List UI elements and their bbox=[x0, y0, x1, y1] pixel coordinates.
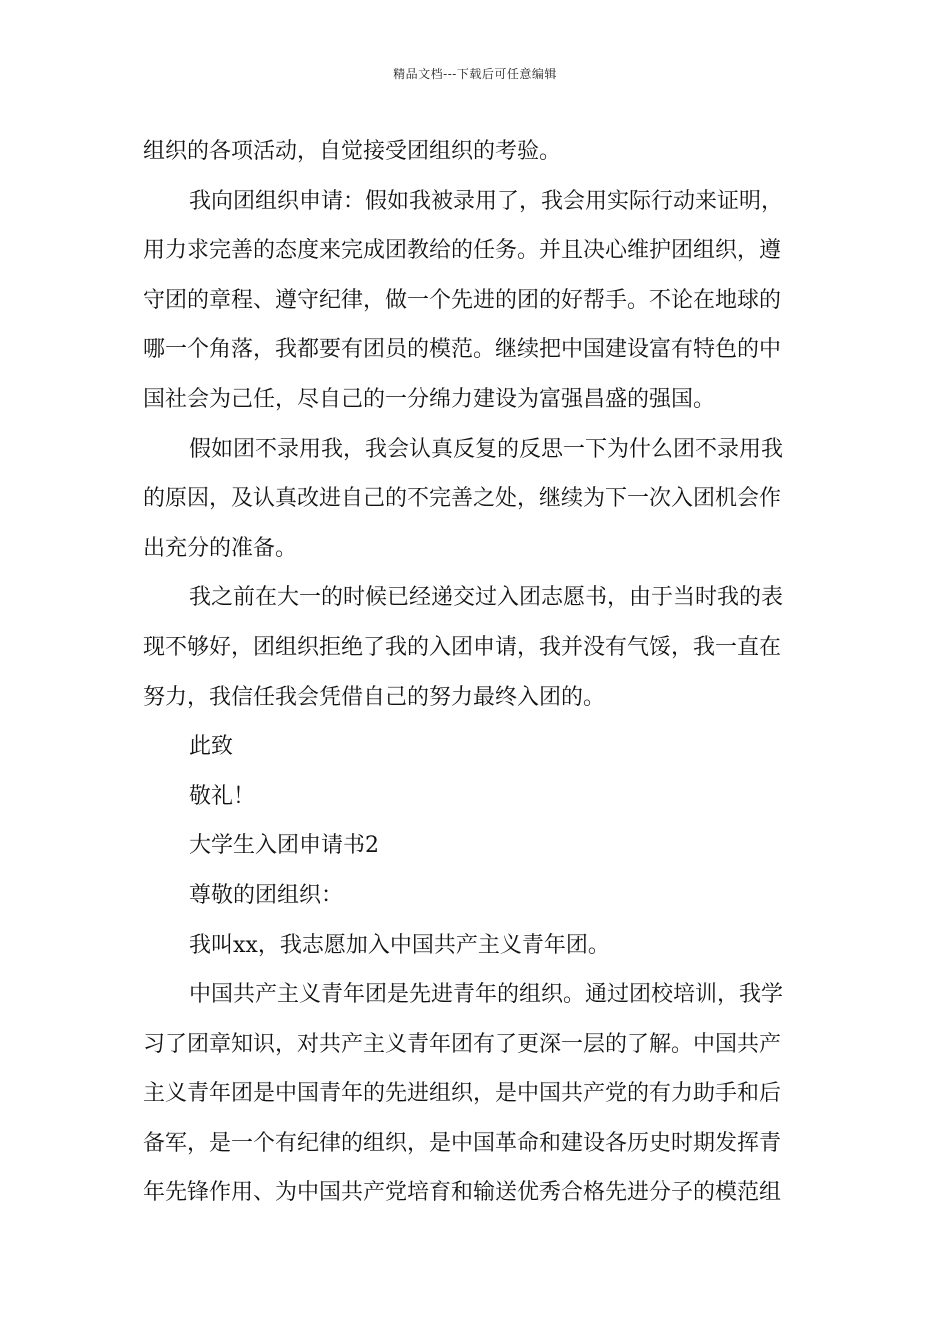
text-line: 我向团组织申请：假如我被录用了，我会用实际行动来证明， bbox=[189, 188, 784, 214]
closing-regards: 敬礼！ bbox=[189, 783, 256, 809]
text-line: 年先锋作用、为中国共产党培育和输送优秀合格先进分子的模范组 bbox=[143, 1180, 782, 1206]
page-header: 精品文档---下载后可任意编辑 bbox=[393, 67, 557, 81]
text-line: 假如团不录用我，我会认真反复的反思一下为什么团不录用我 bbox=[189, 436, 784, 462]
text-line: 哪一个角落，我都要有团员的模范。继续把中国建设富有特色的中 bbox=[143, 337, 782, 363]
text-line: 守团的章程、遵守纪律，做一个先进的团的好帮手。不论在地球的 bbox=[143, 287, 782, 313]
text-line: 备军，是一个有纪律的组织，是中国革命和建设各历史时期发挥青 bbox=[143, 1130, 782, 1156]
letter-greeting: 尊敬的团组织： bbox=[189, 882, 344, 908]
section-title: 大学生入团申请书2 bbox=[189, 833, 379, 859]
text-line: 我叫xx，我志愿加入中国共产主义青年团。 bbox=[189, 932, 610, 958]
text-line: 现不够好，团组织拒绝了我的入团申请，我并没有气馁，我一直在 bbox=[143, 634, 782, 660]
document-body bbox=[143, 127, 807, 1218]
text-line: 中国共产主义青年团是先进青年的组织。通过团校培训，我学 bbox=[189, 982, 784, 1008]
text-line: 主义青年团是中国青年的先进组织，是中国共产党的有力助手和后 bbox=[143, 1081, 782, 1107]
text-line: 组织的各项活动，自觉接受团组织的考验。 bbox=[143, 139, 562, 164]
text-line: 用力求完善的态度来完成团教给的任务。并且决心维护团组织，遵 bbox=[143, 238, 782, 264]
text-line: 习了团章知识，对共产主义青年团有了更深一层的了解。中国共产 bbox=[143, 1031, 782, 1057]
text-line: 出充分的准备。 bbox=[143, 535, 298, 561]
text-line: 努力，我信任我会凭借自己的努力最终入团的。 bbox=[143, 684, 606, 710]
closing-salutation: 此致 bbox=[189, 734, 234, 760]
text-line: 我之前在大一的时候已经递交过入团志愿书，由于当时我的表 bbox=[189, 585, 784, 611]
text-line: 国社会为己任，尽自己的一分绵力建设为富强昌盛的强国。 bbox=[143, 386, 716, 412]
text-line: 的原因，及认真改进自己的不完善之处，继续为下一次入团机会作 bbox=[143, 486, 782, 512]
